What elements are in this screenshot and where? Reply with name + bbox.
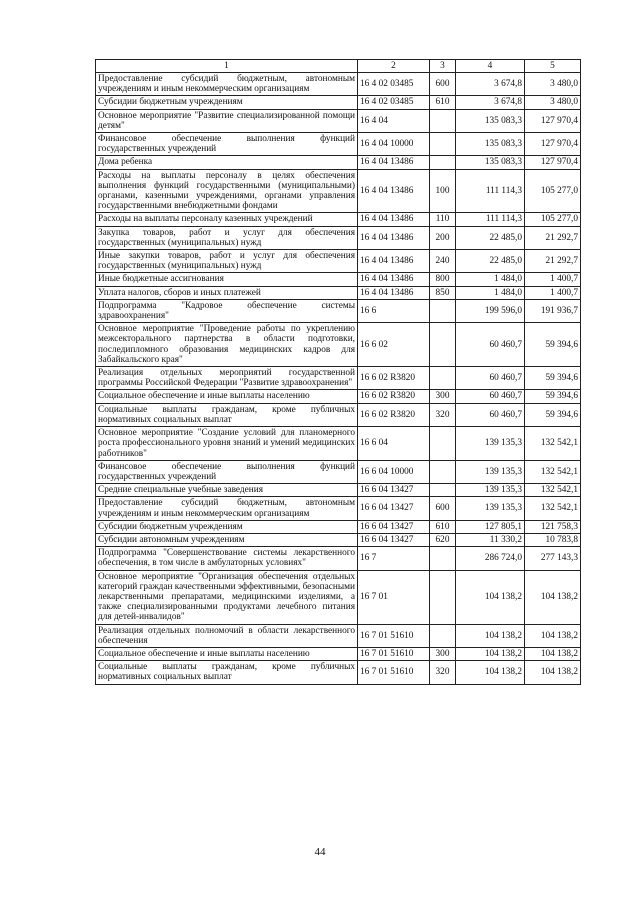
- row-code-cell: 16 6 04 13427: [358, 533, 430, 546]
- row-code-cell: 16 4 04 13486: [358, 226, 430, 249]
- row-amount-col4-cell: 22 485,0: [456, 226, 525, 249]
- row-amount-col5-cell: 1 400,7: [525, 286, 581, 299]
- table-row: [96, 73, 581, 96]
- row-expense-type-cell: 320: [430, 661, 456, 684]
- row-expense-type-cell: 610: [430, 96, 456, 109]
- table-row: [96, 403, 581, 426]
- row-amount-col4-cell: 135 083,3: [456, 156, 525, 169]
- row-expense-type-cell: 110: [430, 213, 456, 226]
- row-name-cell: Закупка товаров, работ и услуг для обеспечения государственных (муниципальных) нужд: [96, 226, 358, 249]
- row-name-cell: Реализация отдельных мероприятий государственной программы Российской Федерации "Развитие здравоохранения": [96, 367, 358, 390]
- row-amount-col5-cell: 21 292,7: [525, 226, 581, 249]
- row-code-cell: 16 6 04 10000: [358, 460, 430, 483]
- row-expense-type-cell: [430, 133, 456, 156]
- row-expense-type-cell: [430, 547, 456, 570]
- row-code-cell: 16 7 01 51610: [358, 647, 430, 660]
- row-amount-col5-cell: 104 138,2: [525, 624, 581, 647]
- row-expense-type-cell: 850: [430, 286, 456, 299]
- page-number: 44: [314, 846, 326, 858]
- row-amount-col5-cell: 105 277,0: [525, 169, 581, 213]
- row-amount-col5-cell: 1 400,7: [525, 273, 581, 286]
- row-amount-col4-cell: 127 805,1: [456, 520, 525, 533]
- row-name-cell: Субсидии автономным учреждениям: [96, 533, 358, 546]
- row-code-cell: 16 6: [358, 299, 430, 322]
- row-name-cell: Иные закупки товаров, работ и услуг для обеспечения государственных (муниципальных) нужд: [96, 250, 358, 273]
- row-amount-col4-cell: 1 484,0: [456, 286, 525, 299]
- row-amount-col5-cell: 104 138,2: [525, 661, 581, 684]
- table-row: [96, 96, 581, 109]
- row-code-cell: 16 6 04: [358, 427, 430, 461]
- row-code-cell: 16 7 01 51610: [358, 624, 430, 647]
- row-expense-type-cell: [430, 460, 456, 483]
- row-amount-col5-cell: 59 394,6: [525, 390, 581, 403]
- row-name-cell: Социальные выплаты гражданам, кроме публичных нормативных социальных выплат: [96, 403, 358, 426]
- table-row: [96, 273, 581, 286]
- table-row: [96, 169, 581, 213]
- row-name-cell: Основное мероприятие "Организация обеспечения отдельных категорий граждан качественными эффективными, безопасными лекарственными препаратами, медицинскими изделиями, а также специализированными продуктами лечебного питания для детей-инвалидов": [96, 570, 358, 624]
- table-row: [96, 520, 581, 533]
- row-code-cell: 16 6 02 R3820: [358, 390, 430, 403]
- table-row: [96, 390, 581, 403]
- row-name-cell: Уплата налогов, сборов и иных платежей: [96, 286, 358, 299]
- row-amount-col5-cell: 59 394,6: [525, 367, 581, 390]
- row-name-cell: Предоставление субсидий бюджетным, автономным учреждениям и иным некоммерческим организациям: [96, 73, 358, 96]
- row-amount-col5-cell: 3 480,0: [525, 96, 581, 109]
- row-amount-col5-cell: 104 138,2: [525, 647, 581, 660]
- table-row: [96, 156, 581, 169]
- row-code-cell: 16 4 04 13486: [358, 169, 430, 213]
- row-name-cell: Основное мероприятие "Создание условий для планомерного роста профессионального уровня знаний и умений медицинских работников": [96, 427, 358, 461]
- row-amount-col4-cell: 139 135,3: [456, 497, 525, 520]
- row-name-cell: Субсидии бюджетным учреждениям: [96, 520, 358, 533]
- row-expense-type-cell: 800: [430, 273, 456, 286]
- table-row: [96, 213, 581, 226]
- row-name-cell: Расходы на выплаты персоналу в целях обеспечения выполнения функций государственными (муниципальными) органами, казенными учреждениями, органами управления государственными внебюджетными фондами: [96, 169, 358, 213]
- row-name-cell: Дома ребенка: [96, 156, 358, 169]
- row-code-cell: 16 7: [358, 547, 430, 570]
- row-expense-type-cell: [430, 323, 456, 367]
- row-expense-type-cell: [430, 156, 456, 169]
- row-amount-col4-cell: 104 138,2: [456, 661, 525, 684]
- row-amount-col4-cell: 139 135,3: [456, 427, 525, 461]
- row-name-cell: Подпрограмма "Кадровое обеспечение системы здравоохранения": [96, 299, 358, 322]
- row-amount-col4-cell: 3 674,8: [456, 96, 525, 109]
- row-expense-type-cell: [430, 484, 456, 497]
- row-name-cell: Субсидии бюджетным учреждениям: [96, 96, 358, 109]
- row-amount-col5-cell: 59 394,6: [525, 403, 581, 426]
- row-name-cell: Иные бюджетные ассигнования: [96, 273, 358, 286]
- table-row: [96, 427, 581, 461]
- table-row: [96, 133, 581, 156]
- row-name-cell: Подпрограмма "Совершенствование системы лекарственного обеспечения, в том числе в амбулаторных условиях": [96, 547, 358, 570]
- table-row: [96, 624, 581, 647]
- table-row: [96, 323, 581, 367]
- row-code-cell: 16 7 01: [358, 570, 430, 624]
- row-amount-col4-cell: 111 114,3: [456, 169, 525, 213]
- row-expense-type-cell: 600: [430, 73, 456, 96]
- column-header-4: 4: [456, 60, 525, 73]
- table-row: [96, 533, 581, 546]
- row-amount-col5-cell: 132 542,1: [525, 497, 581, 520]
- row-expense-type-cell: [430, 427, 456, 461]
- row-amount-col4-cell: 104 138,2: [456, 570, 525, 624]
- row-amount-col4-cell: 104 138,2: [456, 647, 525, 660]
- budget-table: [95, 59, 581, 685]
- row-amount-col5-cell: 3 480,0: [525, 73, 581, 96]
- row-expense-type-cell: [430, 570, 456, 624]
- row-name-cell: Средние специальные учебные заведения: [96, 484, 358, 497]
- row-amount-col4-cell: 104 138,2: [456, 624, 525, 647]
- row-amount-col5-cell: 21 292,7: [525, 250, 581, 273]
- table-row: [96, 661, 581, 684]
- row-code-cell: 16 4 04 13486: [358, 213, 430, 226]
- row-expense-type-cell: 610: [430, 520, 456, 533]
- row-amount-col5-cell: 105 277,0: [525, 213, 581, 226]
- table-row: [96, 226, 581, 249]
- row-expense-type-cell: 200: [430, 226, 456, 249]
- table-row: [96, 250, 581, 273]
- row-amount-col5-cell: 132 542,1: [525, 484, 581, 497]
- row-code-cell: 16 4 02 03485: [358, 73, 430, 96]
- table-row: [96, 299, 581, 322]
- row-expense-type-cell: 100: [430, 169, 456, 213]
- row-amount-col5-cell: 277 143,3: [525, 547, 581, 570]
- table-row: [96, 570, 581, 624]
- row-expense-type-cell: 320: [430, 403, 456, 426]
- row-amount-col4-cell: 1 484,0: [456, 273, 525, 286]
- row-amount-col4-cell: 135 083,3: [456, 133, 525, 156]
- table-row: [96, 367, 581, 390]
- row-name-cell: Основное мероприятие "Проведение работы по укреплению межсекторального партнерства в области подготовки, последипломного образования медицинских кадров для Забайкальского края": [96, 323, 358, 367]
- row-expense-type-cell: [430, 624, 456, 647]
- table-row: [96, 484, 581, 497]
- row-amount-col5-cell: 121 758,3: [525, 520, 581, 533]
- row-amount-col4-cell: 60 460,7: [456, 367, 525, 390]
- row-amount-col4-cell: 111 114,3: [456, 213, 525, 226]
- table-row: [96, 286, 581, 299]
- row-code-cell: 16 4 02 03485: [358, 96, 430, 109]
- row-amount-col5-cell: 191 936,7: [525, 299, 581, 322]
- row-code-cell: 16 6 02 R3820: [358, 403, 430, 426]
- row-amount-col5-cell: 132 542,1: [525, 460, 581, 483]
- row-code-cell: 16 4 04 13486: [358, 250, 430, 273]
- row-name-cell: Социальное обеспечение и иные выплаты населению: [96, 647, 358, 660]
- row-code-cell: 16 4 04 13486: [358, 286, 430, 299]
- row-expense-type-cell: 240: [430, 250, 456, 273]
- row-amount-col4-cell: 139 135,3: [456, 484, 525, 497]
- row-amount-col5-cell: 127 970,4: [525, 109, 581, 132]
- row-expense-type-cell: [430, 367, 456, 390]
- table-row: [96, 647, 581, 660]
- row-amount-col4-cell: 286 724,0: [456, 547, 525, 570]
- row-amount-col4-cell: 139 135,3: [456, 460, 525, 483]
- row-amount-col4-cell: 135 083,3: [456, 109, 525, 132]
- row-amount-col5-cell: 127 970,4: [525, 156, 581, 169]
- table-row: [96, 497, 581, 520]
- row-name-cell: Социальные выплаты гражданам, кроме публичных нормативных социальных выплат: [96, 661, 358, 684]
- table-row: [96, 109, 581, 132]
- column-header-2: 2: [358, 60, 430, 73]
- row-amount-col5-cell: 59 394,6: [525, 323, 581, 367]
- row-code-cell: 16 4 04 13486: [358, 273, 430, 286]
- row-expense-type-cell: 300: [430, 390, 456, 403]
- table-header-row: [96, 60, 581, 73]
- row-expense-type-cell: [430, 109, 456, 132]
- row-code-cell: 16 6 02 R3820: [358, 367, 430, 390]
- row-code-cell: 16 4 04: [358, 109, 430, 132]
- row-name-cell: Финансовое обеспечение выполнения функций государственных учреждений: [96, 460, 358, 483]
- row-code-cell: 16 7 01 51610: [358, 661, 430, 684]
- row-code-cell: 16 6 04 13427: [358, 497, 430, 520]
- table-row: [96, 460, 581, 483]
- row-expense-type-cell: 600: [430, 497, 456, 520]
- row-name-cell: Социальное обеспечение и иные выплаты населению: [96, 390, 358, 403]
- row-name-cell: Предоставление субсидий бюджетным, автономным учреждениям и иным некоммерческим организациям: [96, 497, 358, 520]
- row-code-cell: 16 6 02: [358, 323, 430, 367]
- row-amount-col4-cell: 11 330,2: [456, 533, 525, 546]
- row-amount-col4-cell: 199 596,0: [456, 299, 525, 322]
- row-name-cell: Реализация отдельных полномочий в области лекарственного обеспечения: [96, 624, 358, 647]
- column-header-5: 5: [525, 60, 581, 73]
- row-code-cell: 16 6 04 13427: [358, 520, 430, 533]
- row-expense-type-cell: 620: [430, 533, 456, 546]
- table-body: [96, 73, 581, 685]
- row-amount-col5-cell: 10 783,8: [525, 533, 581, 546]
- row-expense-type-cell: 300: [430, 647, 456, 660]
- row-expense-type-cell: [430, 299, 456, 322]
- row-name-cell: Основное мероприятие "Развитие специализированной помощи детям": [96, 109, 358, 132]
- table-row: [96, 547, 581, 570]
- row-code-cell: 16 4 04 13486: [358, 156, 430, 169]
- row-amount-col4-cell: 60 460,7: [456, 403, 525, 426]
- row-amount-col5-cell: 104 138,2: [525, 570, 581, 624]
- document-page: [95, 59, 580, 685]
- row-amount-col4-cell: 3 674,8: [456, 73, 525, 96]
- row-amount-col5-cell: 127 970,4: [525, 133, 581, 156]
- row-name-cell: Финансовое обеспечение выполнения функций государственных учреждений: [96, 133, 358, 156]
- row-name-cell: Расходы на выплаты персоналу казенных учреждений: [96, 213, 358, 226]
- row-code-cell: 16 4 04 10000: [358, 133, 430, 156]
- column-header-1: 1: [96, 60, 358, 73]
- row-amount-col4-cell: 60 460,7: [456, 390, 525, 403]
- row-amount-col5-cell: 132 542,1: [525, 427, 581, 461]
- column-header-3: 3: [430, 60, 456, 73]
- row-amount-col4-cell: 22 485,0: [456, 250, 525, 273]
- row-amount-col4-cell: 60 460,7: [456, 323, 525, 367]
- row-code-cell: 16 6 04 13427: [358, 484, 430, 497]
